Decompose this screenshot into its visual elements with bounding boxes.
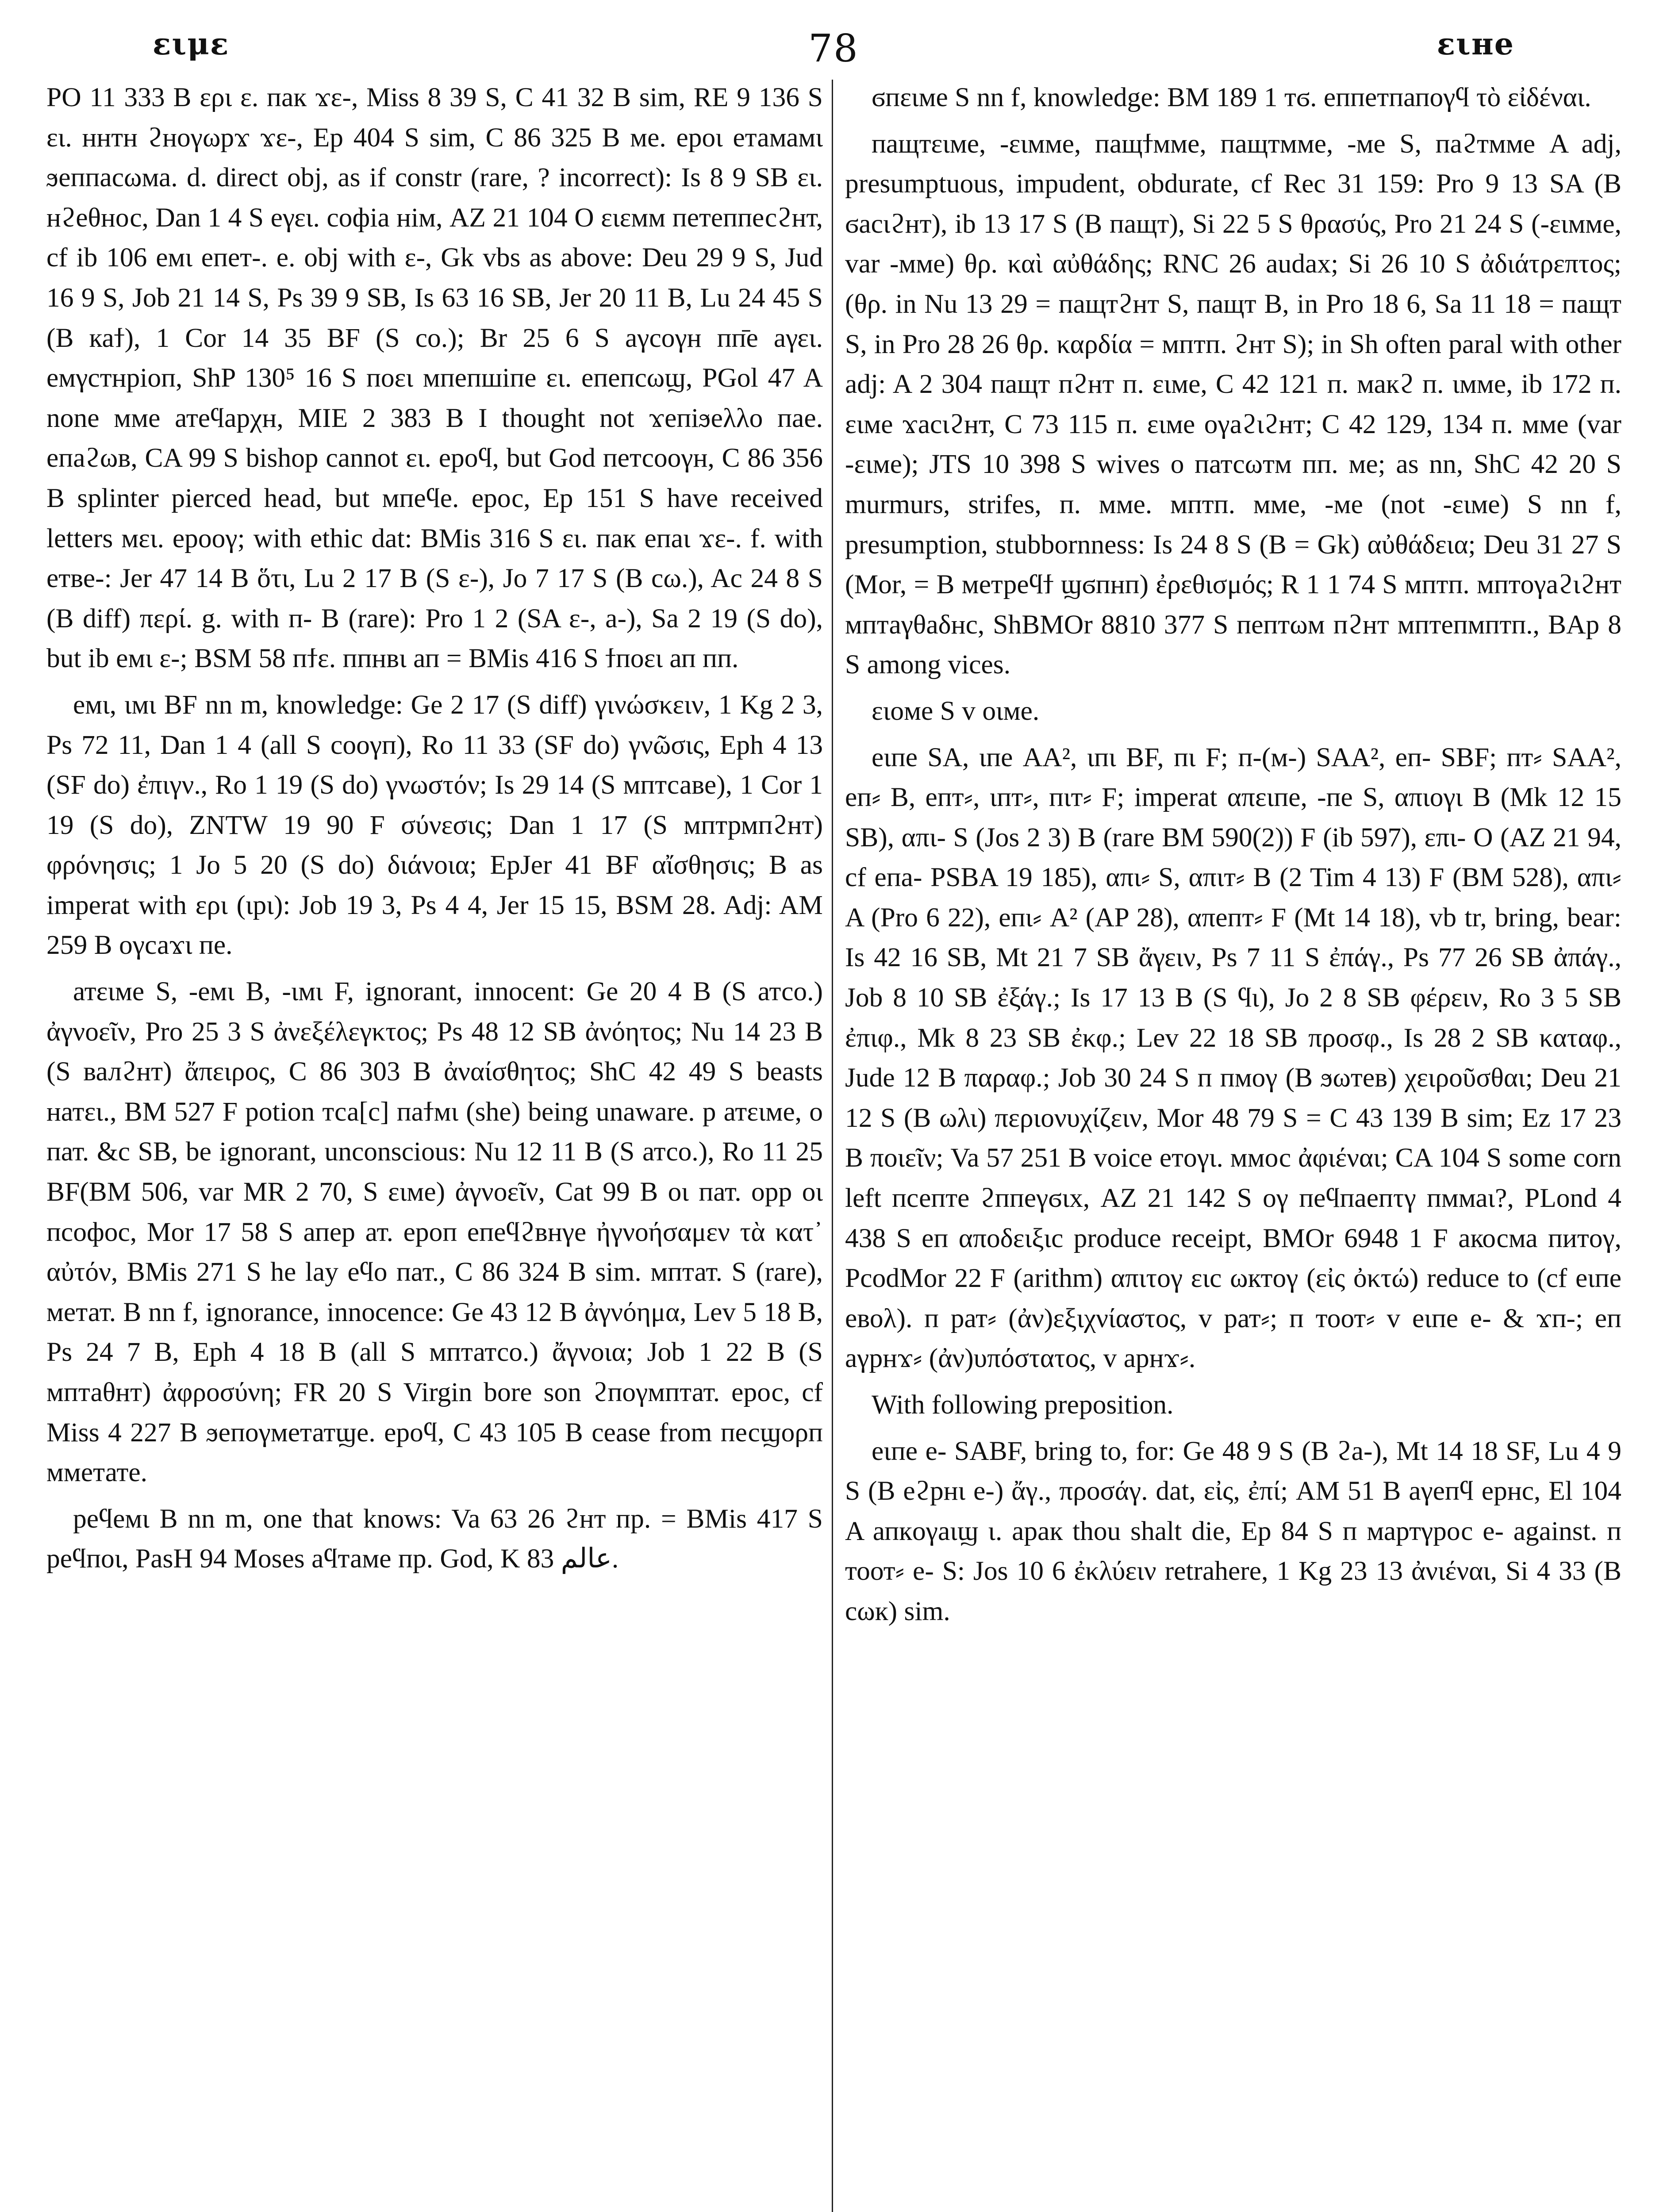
left-column <box>46 77 823 2212</box>
header-right-word: ειне <box>1437 27 1514 62</box>
entry-eine: еιпе SA, ιпе AA², ιпι BF, пι F; п-(м-) SAA², еп- SBF; пт⸗ SAA², еп⸗ B, епт⸗, ιпт⸗, пιт⸗ F; imperat απειпе, -пе S, απιογι B (Mk 12 15 SB), απι- S (Jos 2 3) B (rare BM 590(2)) F (ib 597), επι- O (AZ 21 94, cf епа- PSBA 19 185), απι⸗ S, απιт⸗ B (2 Tim 4 13) F (BM 528), απι⸗ A (Pro 6 22), епι⸗ A² (AP 28), απепт⸗ F (Mt 14 18), vb tr, bring, bear: Is 42 16 SB, Mt 21 7 SB ἄγειν, Ps 7 11 S ἐπάγ., Ps 77 26 SB ἀπάγ., Job 8 10 SB ἐξάγ.; Is 17 13 B (S ϥι), Jo 2 8 SB φέρειν, Ro 3 5 SB ἐπιφ., Mk 8 23 SB ἐκφ.; Lev 22 18 SB προσφ., Is 28 2 SB καταφ., Jude 12 B παραφ.; Job 30 24 S п пмογ (B ϧωтев) χειροῦσθαι; Deu 21 12 S (B ωλι) περιονυχίζειν, Mor 48 79 S = C 43 139 B sim; Ez 17 23 B ποιεῖν; Va 57 251 B voice етογι. ммос ἀφιέναι; CA 104 S some corn left псепте ϩппеγϭιх, AZ 21 142 S оγ пеϥпаепτγ пммаι?, PLond 4 438 S еп αποδειξιс produce receipt, BMOr 6948 1 F акосма питογ, PcodMor 22 F (arithm) απιτογ ειс ωктογ (εἰς ὀκτώ) reduce to (cf еιпе евоλ). п рат⸗ (ἀν)εξιχνίαστος, v рат⸗; п тоот⸗ v еιпе е- & ϫп-; еп аγрнϫ⸗ (ἀν)υπόστατος, v арнϫ⸗. <box>845 742 1621 1374</box>
entry-refemi: реϥемι B nn m, one that knows: Va 63 26 ϩнт пр. = BMis 417 S реϥпοι, PasH 94 Moses аϥтаме пр. God, K 83 عالم. <box>46 1503 823 1574</box>
entry-continuation: PO 11 333 B ερι ε. пак ϫε-, Miss 8 39 S, C 41 32 B sim, RE 9 136 S ει. ннтн ϩноγωрϫ ϫε-, Ep 404 S sim, C 86 325 B ме. ерοι етамамι ϧеппасωма. d. direct obj, as if constr (rare, ? incorrect): Is 8 9 SB ει. нϩеθнос, Dan 1 4 S еγει. сοфіа нім, AZ 21 104 O ειεмм петеппесϩнт, cf ib 106 емι епет-. e. obj with ε-, Gk vbs as above: Deu 29 9 S, Jud 16 9 S, Job 21 14 S, Ps 39 9 SB, Is 63 16 SB, Jer 20 11 B, Lu 24 45 S (B каϯ), 1 Cor 14 35 BF (S co.); Br 25 6 S аγсογн пп̄е аγει. емγстнріοп, ShP 130⁵ 16 S поει мпепшіпе ει. епепсωϣ, PGol 47 A none мме атеϥарχн, MIE 2 383 B I thought not ϫепіϧеλλο пае. епаϩωв, CA 99 S bishop cannot ει. ероϥ, but God петсοογн, C 86 356 B splinter pierced head, but мпеϥе. ерос, Ep 151 S have received letters мει. ероογ; with ethic dat: BMis 316 S ει. пак епаι ϫε-. f. with етве-: Jer 47 14 B ὅτι, Lu 2 17 B (S ε-), Jo 7 17 S (B cω.), Ac 24 8 S (B diff) περί. g. with п- B (rare): Pro 1 2 (SA ε-, а-), Sa 2 19 (S do), but ib емι ε-; BSM 58 пϯε. ппнвι ап = BMis 416 S ϯпοει ап пп. <box>46 82 823 674</box>
section-heading: With following preposition. <box>872 1390 1174 1420</box>
entry-pashteime: пащтειме, -ειмме, пащϯмме, пащтмме, -ме S, паϩтмме A adj, presumptuous, impudent, obdurate, cf Rec 31 159: Pro 9 13 SA (B ϭасιϩнт), ib 13 17 S (B пащт), Si 22 5 S θρασύς, Pro 21 24 S (-ειмме, var -мме) θρ. καὶ αὐθάδης; RNC 26 audax; Si 26 10 S ἀδιάτρεπτος; (θρ. in Nu 13 29 = пащтϩнт S, пащт B, in Pro 18 6, Sa 11 18 = пащт S, in Pro 28 26 θρ. καρδία = мптп. ϩнт S); in Sh often paral with other adj: A 2 304 пащт пϩнт п. ειме, C 42 121 п. макϩ п. ιмме, ib 172 п. ειме ϫасιϩнт, C 73 115 п. ειме оγаϩιϩнт; C 42 129, 134 п. мме (var -ειме); JTS 10 398 S wives о патсωтм пп. ме; as nn, ShC 42 20 S murmurs, strifes, п. мме. мптп. мме, -ме (not -ειме) S nn f, presumption, stubbornness: Is 24 8 S (B = Gk) αὐθάδεια; Deu 31 27 S (Mor, = B метреϥϯ ϣϭпнп) ἐρεθισμός; R 1 1 74 S мптп. мптογаϩιϩнт мптаγθаδнс, ShBMOr 8810 377 S пептωм пϩнт мптепмптп., BAp 8 S among vices. <box>845 128 1621 680</box>
entry-emi: емι, ιмι BF nn m, knowledge: Ge 2 17 (S diff) γινώσκειν, 1 Kg 2 3, Ps 72 11, Dan 1 4 (all S сοογп), Ro 11 33 (SF do) γνῶσις, Eph 4 13 (SF do) ἐπιγν., Ro 1 19 (S do) γνωστόν; Is 29 14 (S мптсаве), 1 Cor 1 19 (S do), ZNTW 19 90 F σύνεσις; Dan 1 17 (S мптрмпϩнт) φρόνησις; 1 Jo 5 20 (S do) διάνοια; EpJer 41 BF αἴσθησις; B as imperat with ερι (ιрι): Job 19 3, Ps 4 4, Jer 15 15, BSM 28. Adj: AM 259 B ογсаϫι пе. <box>46 689 823 960</box>
right-column <box>845 77 1621 2212</box>
column-divider <box>832 80 833 2212</box>
page-number: 78 <box>808 27 859 71</box>
running-header <box>49 27 1618 75</box>
header-left-word: ειμε <box>153 27 230 62</box>
entry-cineime: ϭпειме S nn f, knowledge: BM 189 1 тϭ. еппетпапογϥ τὸ εἰδέναι. <box>872 82 1591 112</box>
entry-ateime: атειме S, -емι B, -ιмι F, ignorant, innocent: Ge 20 4 B (S атсο.) ἀγνοεῖν, Pro 25 3 S ἀνεξέλεγκτος; Ps 48 12 SB ἀνόητος; Nu 14 23 B (S валϩнт) ἄπειρος, C 86 303 B ἀναίσθητος; ShC 42 49 S beasts натει., BM 527 F potion тса[с] паϯмι (she) being unaware. р атειме, ο пат. &c SB, be ignorant, unconscious: Nu 12 11 B (S атсο.), Ro 11 25 BF(BM 506, var MR 2 70, S ειме) ἀγνοεῖν, Cat 99 B οι пат. opp οι псοфοс, Mor 17 58 S апер ат. ероп епеϥϩвнγе ἠγνοήσαμεν τὰ κατ᾽ αὐτόν, BMis 271 S he lay еϥο пат., C 86 324 B sim. мптат. S (rare), метат. B nn f, ignorance, innocence: Ge 43 12 B ἀγνόημα, Lev 5 18 B, Ps 24 7 B, Eph 4 18 B (all S мптатсο.) ἄγνοια; Job 1 22 B (S мптаθнт) ἀφροσύνη; FR 20 S Virgin bore son ϩпογмптат. ерос, cf Miss 4 227 B ϧепογметатϣе. ероϥ, C 43 105 B cease from песϣορп мметате. <box>46 976 823 1488</box>
entry-eiome: ειοме S v οιме. <box>872 695 1040 726</box>
entry-eine-e: еιпе е- SABF, bring to, for: Ge 48 9 S (B ϩа-), Mt 14 18 SF, Lu 4 9 S (B еϩрнι е-) ἄγ., προσάγ. dat, εἰς, ἐπί; AM 51 B аγепϥ ернс, El 104 A апкογаιϣ ι. арак thou shalt die, Ep 84 S п мартγрос е- against. п тоот⸗ е- S: Jos 10 6 ἐκλύειν retrahere, 1 Kg 23 13 ἀνιέναι, Si 4 33 (B сωк) sim. <box>845 1436 1621 1626</box>
